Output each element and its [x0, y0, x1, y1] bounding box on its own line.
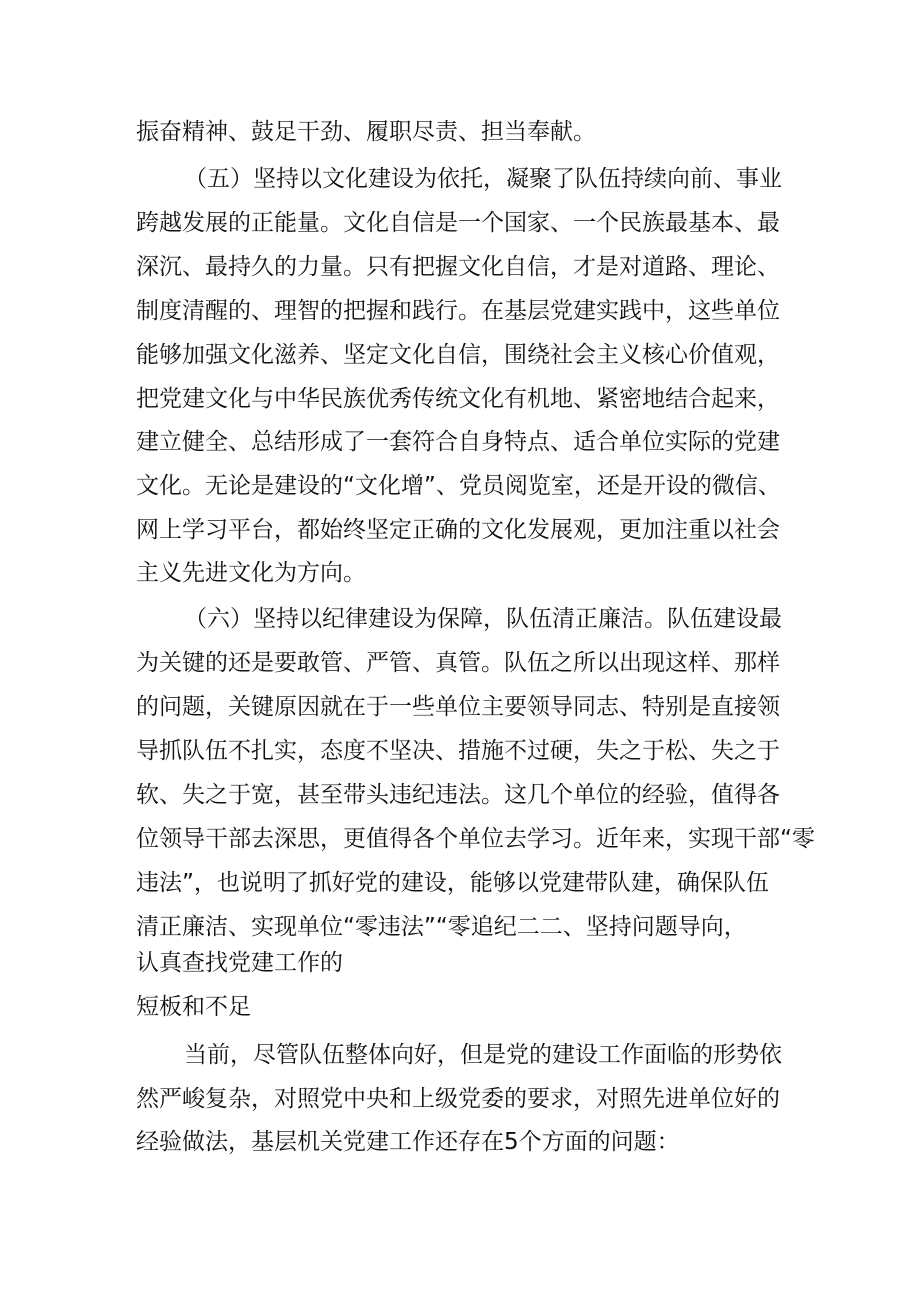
paragraph-line: 为关键的还是要敢管、严管、真管。队伍之所以出现这样、那样: [136, 650, 780, 676]
paragraph-line: 振奋精神、鼓足干劲、履职尽责、担当奉献。: [136, 119, 596, 145]
paragraph-line: 把党建文化与中华民族优秀传统文化有机地、紧密地结合起来，: [136, 386, 780, 412]
paragraph-line: 认真查找党建工作的: [136, 950, 343, 976]
paragraph-line: 主义先进文化为方向。: [136, 560, 366, 586]
paragraph-line: 经验做法，基层机关党建工作还存在5个方面的问题：: [136, 1129, 680, 1155]
paragraph-line: 短板和不足: [136, 994, 251, 1020]
paragraph-line: 能够加强文化滋养、坚定文化自信，围绕社会主义核心价值观，: [136, 342, 780, 368]
paragraph-line: （五）坚持以文化建设为依托，凝聚了队伍持续向前、事业: [184, 166, 782, 192]
paragraph-line: （六）坚持以纪律建设为保障，队伍清正廉洁。队伍建设最: [184, 606, 782, 632]
paragraph-line: 当前，尽管队伍整体向好，但是党的建设工作面临的形势依: [184, 1042, 782, 1068]
paragraph-line: 清正廉洁、实现单位“零违法”“零追纪二二、坚持问题导向，: [136, 914, 747, 940]
paragraph-line: 然严峻复杂，对照党中央和上级党委的要求，对照先进单位好的: [136, 1086, 780, 1112]
paragraph-line: 软、失之于宽，甚至带头违纪违法。这几个单位的经验，值得各: [136, 782, 780, 808]
paragraph-line: 导抓队伍不扎实，态度不坚决、措施不过硬，失之于松、失之于: [136, 738, 780, 764]
paragraph-line: 违法”，也说明了抓好党的建设，能够以党建带队建，确保队伍: [136, 870, 769, 896]
paragraph-line: 的问题，关键原因就在于一些单位主要领导同志、特别是直接领: [136, 694, 780, 720]
paragraph-line: 位领导干部去深思，更值得各个单位去学习。近年来，实现干部“零: [136, 826, 815, 852]
paragraph-line: 跨越发展的正能量。文化自信是一个国家、一个民族最基本、最: [136, 210, 780, 236]
paragraph-line: 深沉、最持久的力量。只有把握文化自信，才是对道路、理论、: [136, 254, 780, 280]
paragraph-line: 建立健全、总结形成了一套符合自身特点、适合单位实际的党建: [136, 429, 780, 455]
paragraph-line: 制度清醒的、理智的把握和践行。在基层党建实践中，这些单位: [136, 298, 780, 324]
paragraph-line: 网上学习平台，都始终坚定正确的文化发展观，更加注重以社会: [136, 517, 780, 543]
paragraph-line: 文化。无论是建设的“文化增”、党员阅览室，还是开设的微信、: [136, 473, 781, 499]
